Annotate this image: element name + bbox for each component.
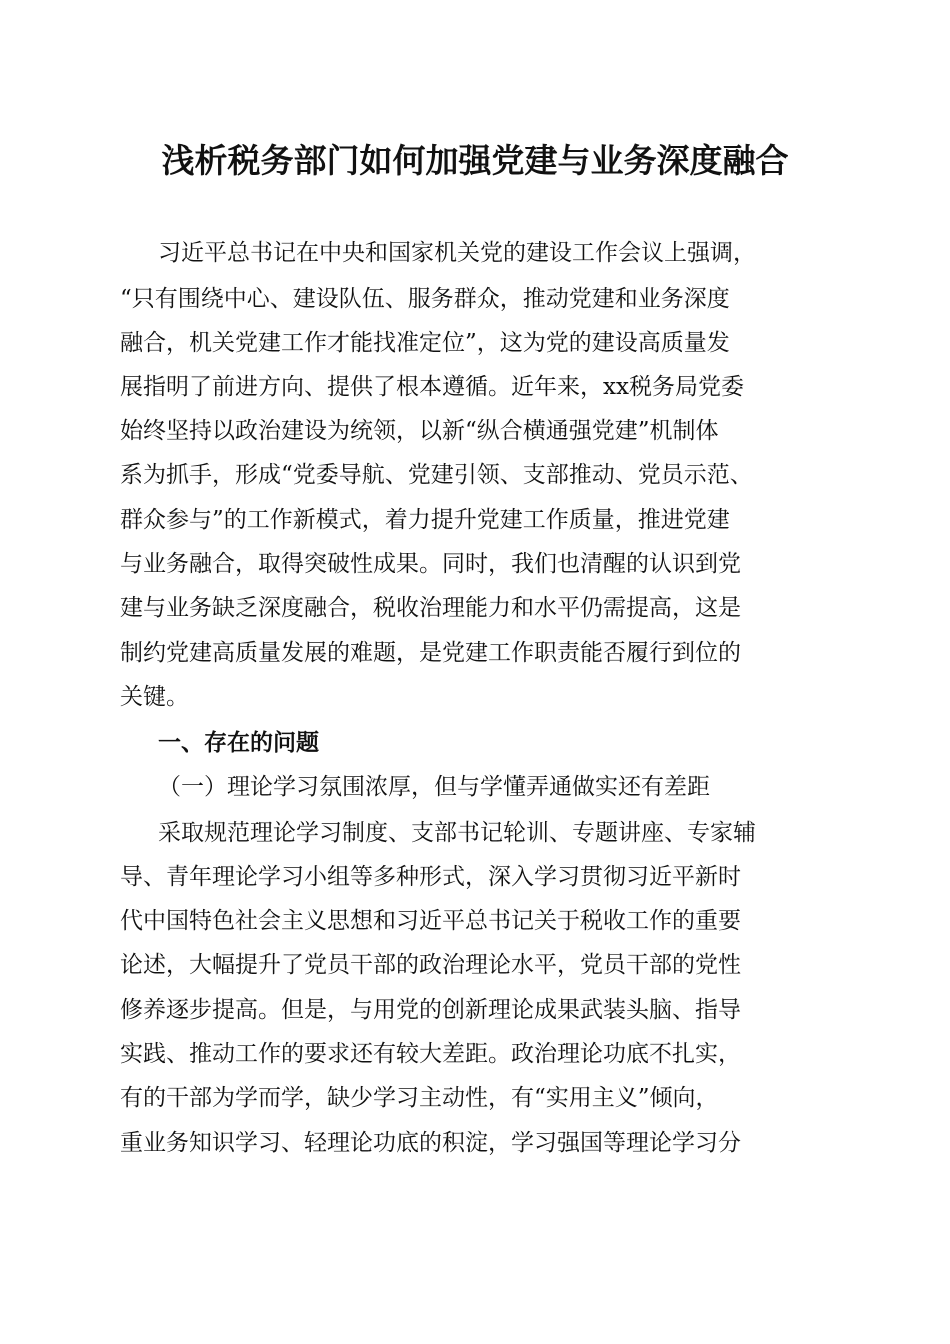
section-subheading: （一）理论学习氛围浓厚，但与学懂弄通做实还有差距 xyxy=(158,774,710,800)
paragraph-line: 实践、推动工作的要求还有较大差距。政治理论功底不扎实， xyxy=(120,1041,741,1067)
paragraph-line: 展指明了前进方向、提供了根本遵循。近年来，xx税务局党委 xyxy=(120,374,744,400)
paragraph-line: 始终坚持以政治建设为统领，以新“纵合横通强党建”机制体 xyxy=(120,418,719,444)
paragraph-line: 有的干部为学而学，缺少学习主动性，有“实用主义”倾向， xyxy=(120,1085,719,1111)
paragraph-line: 代中国特色社会主义思想和习近平总书记关于税收工作的重要 xyxy=(120,908,741,934)
paragraph-line: “只有围绕中心、建设队伍、服务群众，推动党建和业务深度 xyxy=(120,286,730,312)
paragraph-line: 群众参与”的工作新模式，着力提升党建工作质量，推进党建 xyxy=(120,507,730,533)
paragraph-line: 采取规范理论学习制度、支部书记轮训、专题讲座、专家辅 xyxy=(158,820,756,846)
paragraph-line: 习近平总书记在中央和国家机关党的建设工作会议上强调， xyxy=(158,240,756,266)
paragraph-line: 建与业务缺乏深度融合，税收治理能力和水平仍需提高，这是 xyxy=(120,595,741,621)
paragraph-line: 导、青年理论学习小组等多种形式，深入学习贯彻习近平新时 xyxy=(120,864,741,890)
paragraph-line: 论述，大幅提升了党员干部的政治理论水平，党员干部的党性 xyxy=(120,952,741,978)
paragraph-line: 重业务知识学习、轻理论功底的积淀，学习强国等理论学习分 xyxy=(120,1130,741,1156)
paragraph-line: 制约党建高质量发展的难题，是党建工作职责能否履行到位的 xyxy=(120,640,741,666)
paragraph-line: 系为抓手，形成“党委导航、党建引领、支部推动、党员示范、 xyxy=(120,462,753,488)
document-title: 浅析税务部门如何加强党建与业务深度融合 xyxy=(161,141,789,180)
paragraph-line: 修养逐步提高。但是，与用党的创新理论成果武装头脑、指导 xyxy=(120,997,741,1023)
paragraph-line: 关键。 xyxy=(120,684,189,710)
paragraph-line: 融合，机关党建工作才能找准定位”，这为党的建设高质量发 xyxy=(120,330,730,356)
section-heading: 一、存在的问题 xyxy=(158,730,319,756)
paragraph-line: 与业务融合，取得突破性成果。同时，我们也清醒的认识到党 xyxy=(120,551,741,577)
